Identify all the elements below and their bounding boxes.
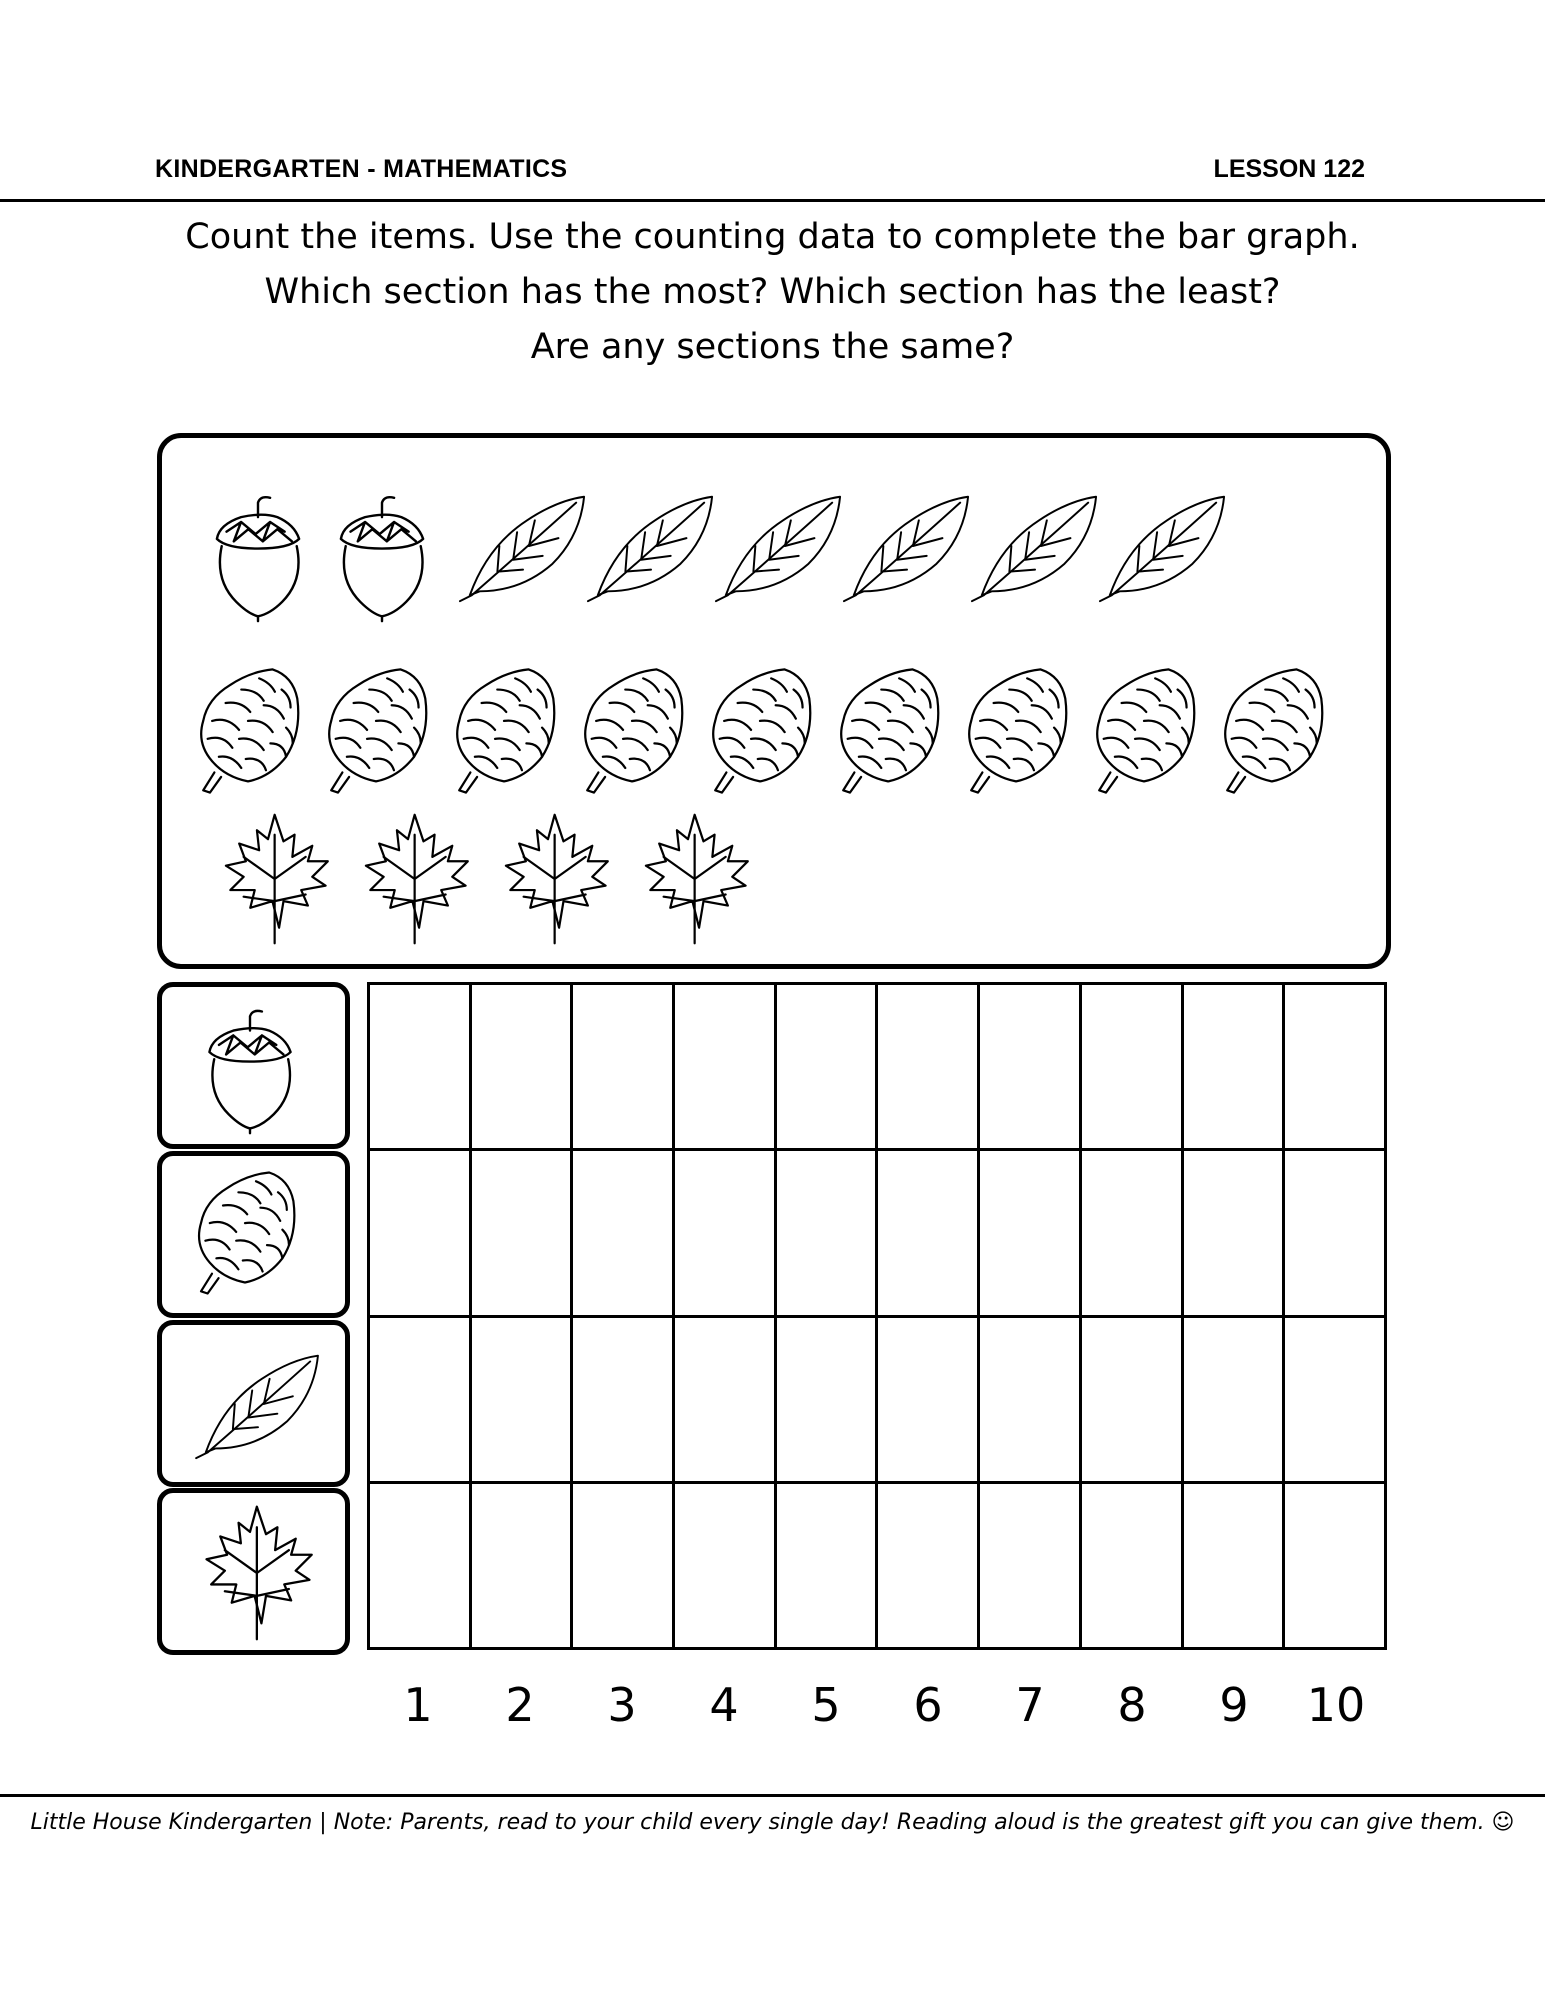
axis-label: 7 <box>1015 1678 1045 1732</box>
graph-cell[interactable] <box>980 1151 1082 1317</box>
axis-label: 1 <box>403 1678 433 1732</box>
axis-label: 2 <box>505 1678 535 1732</box>
graph-cell[interactable] <box>370 985 472 1151</box>
pinecone-icon <box>832 660 944 802</box>
pinecone-icon <box>1088 660 1200 802</box>
leaf-icon <box>1098 486 1228 606</box>
maple-leaf-icon <box>206 806 330 952</box>
graph-cell[interactable] <box>472 1484 574 1650</box>
instruction-line: Count the items. Use the counting data to complete the bar graph. <box>185 217 1360 257</box>
pinecone-icon <box>960 660 1072 802</box>
graph-cell[interactable] <box>980 1484 1082 1650</box>
footer-divider <box>0 1794 1545 1797</box>
graph-cell[interactable] <box>675 1484 777 1650</box>
graph-cell[interactable] <box>1184 1484 1286 1650</box>
maple-leaf-icon <box>486 806 610 952</box>
pinecone-icon <box>1216 660 1328 802</box>
leaf-icon <box>970 486 1100 606</box>
graph-cell[interactable] <box>1082 1318 1184 1484</box>
graph-cell[interactable] <box>675 985 777 1151</box>
pinecone-icon <box>320 660 432 802</box>
axis-label: 9 <box>1219 1678 1249 1732</box>
graph-cell[interactable] <box>878 1484 980 1650</box>
graph-cell[interactable] <box>573 985 675 1151</box>
graph-cell[interactable] <box>878 1151 980 1317</box>
graph-cell[interactable] <box>980 985 1082 1151</box>
graph-cell[interactable] <box>878 1318 980 1484</box>
graph-cell[interactable] <box>1285 1484 1387 1650</box>
subject-heading: KINDERGARTEN - MATHEMATICS <box>155 155 568 183</box>
graph-cell[interactable] <box>675 1151 777 1317</box>
graph-cell[interactable] <box>573 1151 675 1317</box>
maple-leaf-icon <box>186 1500 314 1646</box>
maple-leaf-icon <box>346 806 470 952</box>
graph-cell[interactable] <box>1184 1151 1286 1317</box>
graph-cell[interactable] <box>980 1318 1082 1484</box>
graph-cell[interactable] <box>370 1484 472 1650</box>
bar-graph-grid <box>367 982 1387 1650</box>
pinecone-icon <box>190 1162 300 1304</box>
lesson-number: LESSON 122 <box>1213 155 1365 183</box>
pinecone-icon <box>192 660 304 802</box>
graph-cell[interactable] <box>472 1318 574 1484</box>
graph-cell[interactable] <box>777 985 879 1151</box>
leaf-icon <box>174 1346 342 1462</box>
graph-cell[interactable] <box>1082 1484 1184 1650</box>
axis-label: 3 <box>607 1678 637 1732</box>
axis-label: 8 <box>1117 1678 1147 1732</box>
graph-cell[interactable] <box>777 1151 879 1317</box>
maple-leaf-icon <box>626 806 750 952</box>
leaf-icon <box>586 486 716 606</box>
graph-cell[interactable] <box>573 1484 675 1650</box>
footer-note: Little House Kindergarten | Note: Parents, read to your child every single day! Reading aloud is the greatest gift you can give them. ☺ <box>30 1810 1515 1835</box>
acorn-icon <box>194 990 306 1138</box>
instructions <box>0 210 1545 375</box>
axis-label: 4 <box>709 1678 739 1732</box>
graph-cell[interactable] <box>1082 985 1184 1151</box>
instruction-line: Are any sections the same? <box>530 327 1015 367</box>
pinecone-icon <box>576 660 688 802</box>
leaf-icon <box>842 486 972 606</box>
graph-cell[interactable] <box>1082 1151 1184 1317</box>
graph-cell[interactable] <box>1285 1151 1387 1317</box>
graph-cell[interactable] <box>472 1151 574 1317</box>
header-divider <box>0 199 1545 202</box>
graph-cell[interactable] <box>370 1151 472 1317</box>
instruction-line: Which section has the most? Which section has the least? <box>264 272 1281 312</box>
graph-cell[interactable] <box>777 1318 879 1484</box>
axis-label: 6 <box>913 1678 943 1732</box>
graph-cell[interactable] <box>1184 1318 1286 1484</box>
acorn-icon <box>200 476 316 626</box>
graph-cell[interactable] <box>370 1318 472 1484</box>
graph-cell[interactable] <box>675 1318 777 1484</box>
pinecone-icon <box>448 660 560 802</box>
pinecone-icon <box>704 660 816 802</box>
axis-label: 10 <box>1306 1678 1366 1732</box>
leaf-icon <box>714 486 844 606</box>
graph-cell[interactable] <box>573 1318 675 1484</box>
graph-cell[interactable] <box>1184 985 1286 1151</box>
graph-cell[interactable] <box>472 985 574 1151</box>
acorn-icon <box>324 476 440 626</box>
graph-cell[interactable] <box>1285 1318 1387 1484</box>
graph-cell[interactable] <box>1285 985 1387 1151</box>
graph-cell[interactable] <box>777 1484 879 1650</box>
leaf-icon <box>458 486 588 606</box>
axis-label: 5 <box>811 1678 841 1732</box>
graph-cell[interactable] <box>878 985 980 1151</box>
